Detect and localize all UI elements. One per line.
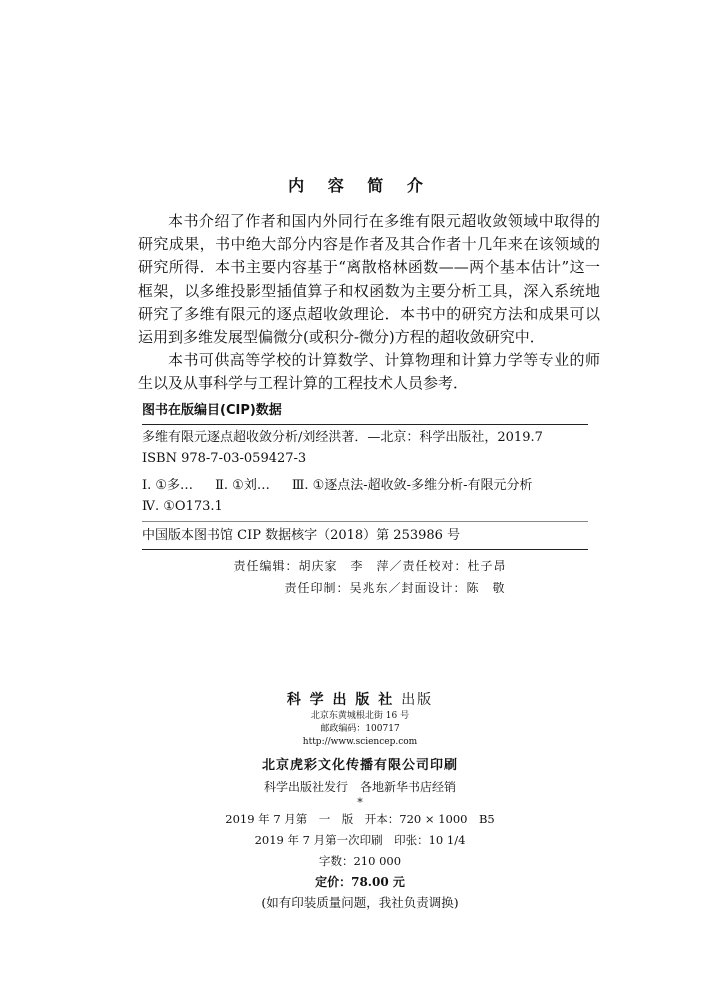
cip-title: 图书在版编目(CIP)数据	[142, 400, 588, 425]
edition-line-1: 2019 年 7 月第 一 版 开本：720 × 1000 B5	[225, 812, 495, 826]
publisher-address: 北京东黄城根北街 16 号	[310, 711, 410, 721]
separator-star: *	[357, 796, 363, 809]
postal-code: 邮政编码：100717	[320, 724, 400, 734]
editors-credits: 责任编辑：胡庆家 李 萍／责任校对：杜子昂 责任印制：吴兆东／封面设计：陈 敬	[233, 559, 507, 595]
cip-isbn: ISBN 978-7-03-059427-3	[142, 451, 307, 466]
publisher-line	[0, 690, 720, 710]
cip-title-author-line: 多维有限元逐点超收敛分析/刘经洪著．—北京：科学出版社，2019.7	[142, 430, 543, 445]
cip-classification	[142, 475, 588, 496]
summary-paragraph-2: 本书可供高等学校的计算数学、计算物理和计算力学等专业的师生以及从事科学与工程计算的工程技术人员参考．	[138, 351, 600, 393]
quality-notice: (如有印装质量问题，我社负责调换)	[261, 895, 459, 910]
publisher-name: 科 学 出 版 社	[286, 692, 395, 708]
printer-line: 北京虎彩文化传播有限公司印刷	[261, 758, 458, 773]
cip-class-item: Ⅲ. ①逐点法-超收敛-多维分析-有限元分析	[291, 478, 533, 493]
cip-classification-2: Ⅳ. ①O173.1	[142, 499, 223, 514]
cip-block	[142, 400, 588, 550]
cover-designer: 封面设计：陈 敬	[401, 581, 506, 595]
colophon	[0, 690, 720, 913]
responsible-editor: 责任编辑：胡庆家 李 萍	[233, 559, 390, 573]
cip-code: 中国版本图书馆 CIP 数据核字（2018）第 253986 号	[142, 521, 588, 550]
word-count: 字数：210 000	[318, 854, 402, 868]
publisher-suffix: 出版	[401, 692, 434, 708]
cip-class-item: Ⅰ. ①多…	[142, 478, 194, 493]
distribution-line: 科学出版社发行 各地新华书店经销	[263, 780, 456, 794]
summary-section	[138, 210, 600, 396]
cip-class-item: Ⅱ. ①刘…	[215, 478, 270, 493]
proofreader: 责任校对：杜子昂	[402, 559, 507, 573]
summary-paragraph-1: 本书介绍了作者和国内外同行在多维有限元超收敛领域中取得的研究成果，书中绝大部分内容是作者及其合作者十几年来在该领域的研究所得．本书主要内容基于“离散格林函数——两个基本估计”这一框架，以多维投影型插值算子和权函数为主要分析工具，深入系统地研究了多维有限元的逐点超收敛理论．本书中的研究方法和成果可以运用到多维发展型偏微分(或积分-微分)方程的超收敛研究中．	[138, 212, 600, 347]
print-supervisor: 责任印制：吴兆东	[284, 581, 389, 595]
edition-line-2: 2019 年 7 月第一次印刷 印张：10 1/4	[254, 833, 466, 847]
publisher-website: http://www.sciencep.com	[302, 737, 418, 747]
summary-heading: 内 容 简 介	[288, 176, 432, 195]
price: 定价：78.00 元	[315, 875, 405, 889]
